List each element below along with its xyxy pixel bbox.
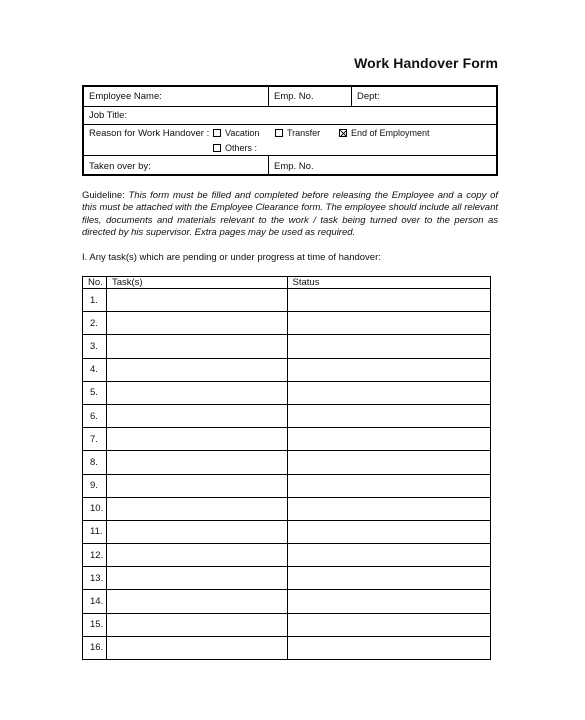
task-cell[interactable] [106, 613, 287, 636]
table-row [83, 544, 491, 567]
job-title-label: Job Title: [89, 110, 128, 121]
task-cell[interactable] [106, 497, 287, 520]
table-row [83, 636, 491, 659]
reason-label: Reason for Work Handover : [89, 127, 210, 139]
table-row [83, 335, 491, 358]
status-cell[interactable] [287, 590, 490, 613]
taken-over-emp-no-field[interactable] [268, 156, 498, 176]
taken-over-field[interactable] [84, 156, 268, 176]
emp-no-field[interactable] [268, 87, 351, 106]
table-row [83, 312, 491, 335]
guideline-body: This form must be filled and completed before releasing the Employee and a copy of this must be attached with the Employee Clearance form. The employee should include all relevant files, documents and materials relevant to the work / task being turned over to the person as directed by his supervisor. Extra pages may be used as required. [82, 190, 498, 239]
status-cell[interactable] [287, 474, 490, 497]
transfer-label: Transfer [287, 128, 321, 138]
task-cell[interactable] [106, 335, 287, 358]
header-tasks: Task(s) [106, 277, 287, 289]
task-cell[interactable] [106, 474, 287, 497]
employee-name-field[interactable] [84, 87, 268, 106]
task-cell[interactable] [106, 636, 287, 659]
table-row [83, 381, 491, 404]
task-cell[interactable] [106, 289, 287, 312]
status-cell[interactable] [287, 613, 490, 636]
task-cell[interactable] [106, 567, 287, 590]
row-number: 8. [83, 451, 107, 474]
row-number: 10. [83, 497, 107, 520]
status-cell[interactable] [287, 520, 490, 543]
taken-over-label: Taken over by: [89, 160, 151, 172]
info-row-employee [84, 87, 496, 107]
task-cell[interactable] [106, 428, 287, 451]
task-table-header [83, 277, 491, 289]
row-number: 1. [83, 289, 107, 312]
row-number: 6. [83, 404, 107, 427]
status-cell[interactable] [287, 358, 490, 381]
row-number: 14. [83, 590, 107, 613]
table-row [83, 428, 491, 451]
reason-label-cell [84, 125, 214, 141]
guideline-text [82, 190, 498, 240]
header-status: Status [287, 277, 490, 289]
row-number: 3. [83, 335, 107, 358]
row-number: 12. [83, 544, 107, 567]
end-of-employment-label: End of Employment [351, 128, 430, 138]
page-title: Work Handover Form [354, 55, 498, 71]
table-row [83, 289, 491, 312]
task-cell[interactable] [106, 520, 287, 543]
status-cell[interactable] [287, 451, 490, 474]
task-cell[interactable] [106, 451, 287, 474]
others-checkbox[interactable] [213, 144, 221, 152]
vacation-checkbox[interactable] [213, 129, 221, 137]
task-cell[interactable] [106, 590, 287, 613]
end-of-employment-checkbox[interactable] [339, 129, 347, 137]
row-number: 5. [83, 381, 107, 404]
transfer-checkbox[interactable] [275, 129, 283, 137]
header-no: No. [83, 277, 107, 289]
status-cell[interactable] [287, 567, 490, 590]
dept-field[interactable] [351, 87, 498, 106]
status-cell[interactable] [287, 404, 490, 427]
table-row [83, 358, 491, 381]
section-heading: I. Any task(s) which are pending or under progress at time of handover: [82, 252, 381, 263]
table-row [83, 613, 491, 636]
row-number: 13. [83, 567, 107, 590]
row-number: 2. [83, 312, 107, 335]
table-row [83, 567, 491, 590]
others-label: Others : [225, 143, 258, 153]
employee-info-box [82, 85, 498, 176]
table-row [83, 404, 491, 427]
info-row-job-title [84, 107, 496, 125]
reason-vacation[interactable] [213, 128, 259, 138]
employee-name-label: Employee Name: [89, 91, 162, 102]
task-cell[interactable] [106, 404, 287, 427]
vacation-label: Vacation [225, 128, 260, 138]
task-cell[interactable] [106, 312, 287, 335]
row-number: 15. [83, 613, 107, 636]
task-table [82, 276, 491, 660]
info-row-reason [84, 125, 496, 156]
status-cell[interactable] [287, 497, 490, 520]
task-cell[interactable] [106, 358, 287, 381]
table-row [83, 474, 491, 497]
status-cell[interactable] [287, 428, 490, 451]
guideline-lead: Guideline: [82, 190, 125, 201]
table-row [83, 520, 491, 543]
status-cell[interactable] [287, 636, 490, 659]
table-row [83, 497, 491, 520]
status-cell[interactable] [287, 335, 490, 358]
taken-over-emp-no-label: Emp. No. [274, 160, 314, 172]
row-number: 7. [83, 428, 107, 451]
task-cell[interactable] [106, 544, 287, 567]
status-cell[interactable] [287, 312, 490, 335]
emp-no-label: Emp. No. [274, 91, 314, 102]
job-title-field[interactable] [84, 107, 498, 124]
row-number: 16. [83, 636, 107, 659]
reason-others[interactable] [213, 143, 257, 153]
reason-end-of-employment[interactable] [339, 128, 430, 138]
info-row-taken-over [84, 156, 496, 176]
dept-label: Dept: [357, 91, 380, 102]
reason-transfer[interactable] [275, 128, 320, 138]
row-number: 4. [83, 358, 107, 381]
status-cell[interactable] [287, 544, 490, 567]
status-cell[interactable] [287, 381, 490, 404]
task-cell[interactable] [106, 381, 287, 404]
row-number: 9. [83, 474, 107, 497]
table-row [83, 451, 491, 474]
status-cell[interactable] [287, 289, 490, 312]
row-number: 11. [83, 520, 107, 543]
table-row [83, 590, 491, 613]
